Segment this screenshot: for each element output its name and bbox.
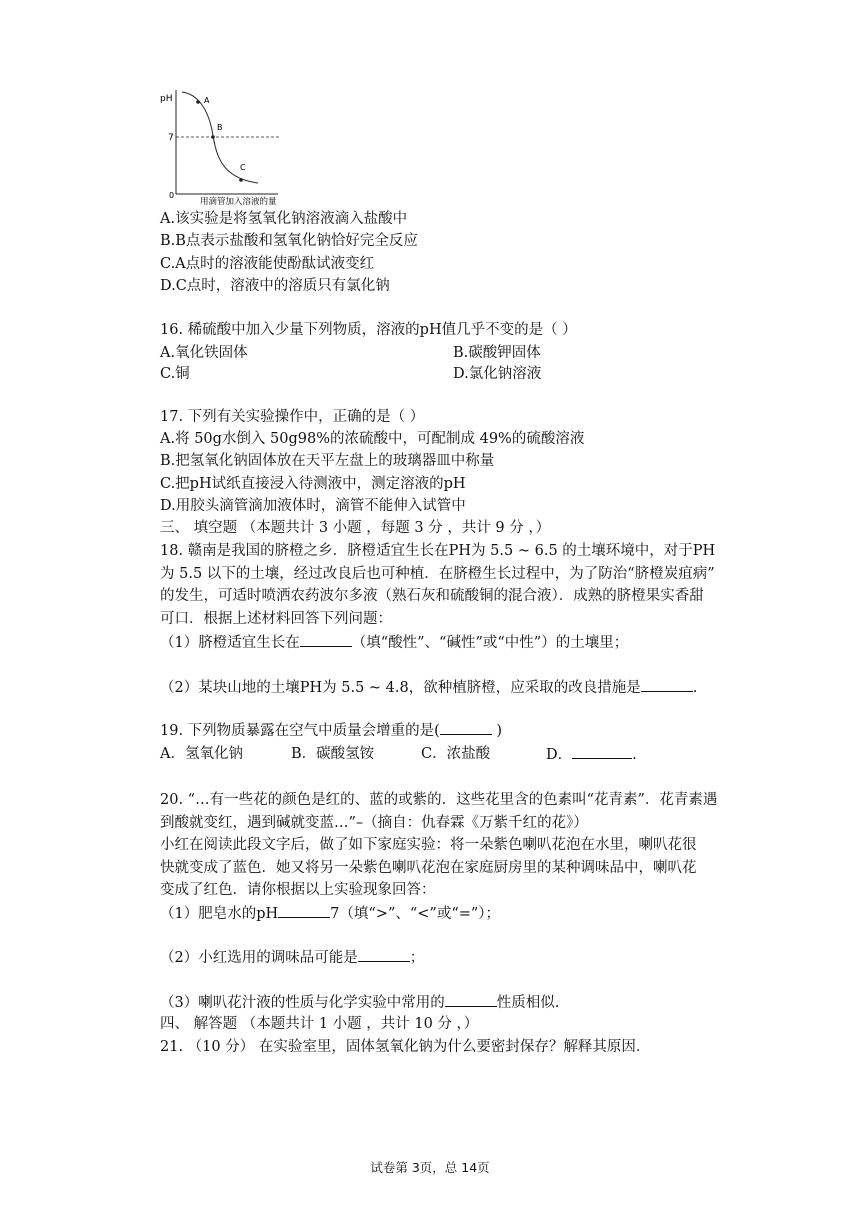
q20-sub1-text-b: 7（填“>”、“<”或“=”）；	[330, 906, 501, 922]
q18-text-line-1: 18. 赣南是我国的脐橙之乡．脐橙适宜生长在PH为 5.5 ~ 6.5 的土壤环境中，对于PH	[160, 543, 716, 559]
answer-blank[interactable]	[440, 720, 492, 735]
q19-stem-text-a: 19. 下列物质暴露在空气中质量会增重的是(	[160, 723, 440, 739]
answer-blank[interactable]	[278, 903, 330, 918]
q17-stem: 17. 下列有关实验操作中，正确的是（ ）	[160, 409, 425, 425]
origin-label: 0	[169, 191, 175, 200]
q18-sub1-text-a: （1）脐橙适宜生长在	[160, 635, 300, 651]
q18-sub-question-1	[160, 632, 628, 654]
section-4-heading: 四、 解答题 （本题共计 1 小题 ，共计 10 分 ，）	[160, 1016, 479, 1032]
q20-text-line-1: 20. “…有一些花的颜色是红的、蓝的或紫的．这些花里含的色素叫“花青素”．花青素遇	[160, 792, 718, 808]
q20-text-line-5: 变成了红色．请你根据以上实验现象回答：	[160, 882, 436, 898]
q20-sub1-text-a: （1）肥皂水的pH	[160, 906, 279, 922]
q15-option-c: C.A点时的溶液能使酚酞试液变红	[160, 256, 375, 272]
point-a-label: A	[204, 96, 210, 105]
q16-options-row1	[160, 343, 680, 364]
x-axis-label: 用滴管加入溶液的量	[200, 197, 277, 207]
ph-curve	[182, 92, 258, 183]
q19-options-row	[160, 744, 720, 765]
q21-stem: 21. （10 分） 在实验室里，固体氢氧化钠为什么要密封保存？解释其原因．	[160, 1039, 651, 1055]
answer-blank[interactable]	[300, 632, 352, 647]
q18-text-line-4: 可口．根据上述材料回答下列问题：	[160, 611, 392, 627]
q18-sub-question-2	[160, 677, 697, 699]
q16-option-c: C.铜	[160, 366, 190, 382]
q20-text-line-2: 到酸就变红，遇到碱就变蓝…”–（摘自：仇春霖《万紫千红的花》）	[160, 815, 588, 831]
q17-option-d: D.用胶头滴管滴加液体时，滴管不能伸入试管中	[160, 498, 466, 514]
page-footer: 试卷第 3页，总 14页	[370, 1160, 490, 1175]
q18-sub2-text-b: .	[692, 680, 698, 696]
q18-sub2-text-a: （2）某块山地的土壤PH为 5.5 ~ 4.8，欲种植脐橙，应采取的改良措施是	[160, 680, 641, 696]
q20-text-line-3: 小红在阅读此段文字后，做了如下家庭实验：将一朵紫色喇叭花泡在水里，喇叭花很	[160, 837, 697, 853]
q20-text-line-4: 快就变成了蓝色．她又将另一朵紫色喇叭花泡在家庭厨房里的某种调味品中，喇叭花	[160, 860, 697, 876]
q17-option-c: C.把pH试纸直接浸入待测液中，测定溶液的pH	[160, 476, 466, 492]
point-b-label: B	[217, 123, 223, 132]
q19-option-d-text-a: D．	[546, 747, 573, 763]
q18-text-line-2: 为 5.5 以下的土壤，经过改良后也可种植．在脐橙生长过程中，为了防治“脐橙炭疽病”	[160, 566, 715, 582]
q20-sub3-text-b: 性质相似.	[496, 995, 560, 1011]
answer-blank[interactable]	[641, 677, 693, 692]
q19-option-d-text-b: .	[632, 747, 637, 763]
q16-stem: 16. 稀硫酸中加入少量下列物质，溶液的pH值几乎不变的是（ ）	[160, 322, 577, 338]
q19-stem	[160, 720, 502, 742]
answer-blank[interactable]	[445, 992, 497, 1007]
q16-options-row2	[160, 364, 680, 385]
q15-option-a: A.该实验是将氢氧化钠溶液滴入盐酸中	[160, 211, 408, 227]
q17-option-a: A.将 50g水倒入 50g98%的浓硫酸中，可配制成 49%的硫酸溶液	[160, 431, 585, 447]
q15-option-b: B.B点表示盐酸和氢氧化钠恰好完全反应	[160, 233, 418, 249]
q19-option-a: A．氢氧化钠	[160, 746, 243, 762]
q19-option-b: B．碳酸氢铵	[291, 746, 375, 762]
q20-sub-question-1	[160, 903, 500, 925]
q19-option-c: C．浓盐酸	[421, 746, 491, 762]
q16-option-b: B.碳酸钾固体	[453, 345, 541, 361]
q20-sub-question-3	[160, 992, 559, 1014]
point-c-label: C	[240, 163, 246, 172]
q16-option-a: A.氧化铁固体	[160, 345, 248, 361]
section-3-heading: 三、 填空题 （本题共计 3 小题 ，每题 3 分 ，共计 9 分 ，）	[160, 520, 551, 536]
q20-sub2-text-b: ；	[409, 950, 425, 966]
point-b-marker	[211, 135, 215, 139]
q19-option-d	[546, 744, 637, 766]
q18-text-line-3: 的发生，可适时喷洒农药波尔多液（熟石灰和硫酸铜的混合液）．成熟的脐橙果实香甜	[160, 588, 704, 604]
q18-sub1-text-b: （填“酸性”、“碱性”或“中性”）的土壤里；	[351, 635, 629, 651]
q20-sub2-text-a: （2）小红选用的调味品可能是	[160, 950, 358, 966]
ph-titration-graph	[158, 82, 298, 207]
ph7-label: 7	[168, 133, 174, 143]
point-a-marker	[196, 100, 200, 104]
y-axis-label: pH	[160, 94, 173, 104]
point-c-marker	[239, 178, 243, 182]
answer-blank[interactable]	[572, 744, 632, 759]
q20-sub3-text-a: （3）喇叭花汁液的性质与化学实验中常用的	[160, 995, 445, 1011]
q16-option-d: D.氯化钠溶液	[453, 366, 542, 382]
q19-stem-text-b: )	[491, 723, 503, 739]
q17-option-b: B.把氢氧化钠固体放在天平左盘上的玻璃器皿中称量	[160, 453, 495, 469]
q15-option-d: D.C点时，溶液中的溶质只有氯化钠	[160, 278, 390, 294]
q20-sub-question-2	[160, 947, 424, 969]
answer-blank[interactable]	[358, 947, 410, 962]
